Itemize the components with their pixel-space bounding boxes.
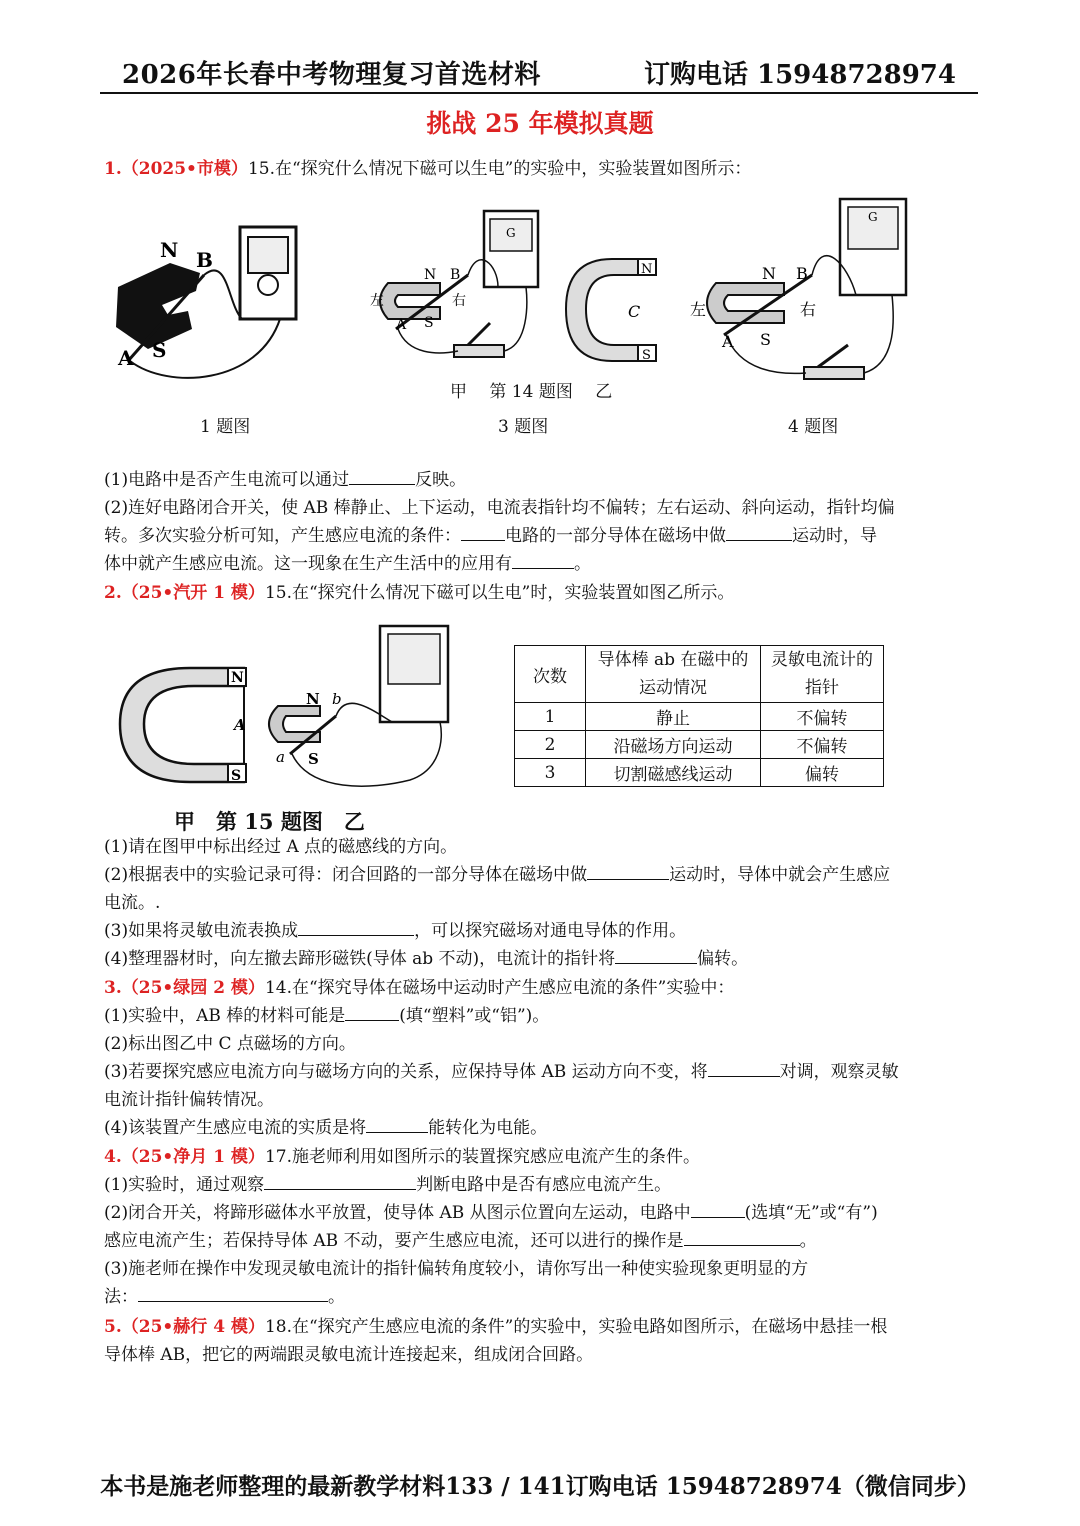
- answer-blank[interactable]: [708, 1058, 780, 1077]
- q4-p3-text: 。: [328, 1287, 345, 1307]
- fig4-label: 右: [800, 300, 817, 319]
- answer-blank[interactable]: [349, 466, 415, 485]
- fig15-label: S: [308, 750, 319, 768]
- fig3b-label: C: [628, 302, 641, 321]
- fig1-caption: 1 题图: [200, 417, 251, 437]
- q3-p4-text: 能转化为电能。: [428, 1118, 548, 1138]
- table-header-text: 导体棒 ab 在磁中的: [597, 650, 749, 670]
- q4-p2-text: 。: [799, 1231, 817, 1251]
- fig3-caption: 3 题图: [498, 417, 549, 437]
- table-cell: 3: [515, 759, 586, 787]
- q5-stem: 18.在“探究产生感应电流的条件”的实验中，实验电路如图所示，在磁场中悬挂一根: [264, 1317, 888, 1337]
- q1-p2-text: 体中就产生感应电流。这一现象在生产生活中的应用有: [104, 554, 512, 574]
- q4-stem-line: [104, 1143, 980, 1171]
- q3-part3-line2: 电流计指针偏转情况。: [104, 1090, 274, 1110]
- q2-stem-line: [104, 579, 980, 607]
- table-cell: 偏转: [761, 759, 884, 787]
- table-cell: 不偏转: [761, 703, 884, 731]
- table-cell: 不偏转: [761, 731, 884, 759]
- header-title: 2026年长春中考物理复习首选材料: [122, 60, 541, 90]
- answer-blank[interactable]: [138, 1283, 328, 1302]
- answer-blank[interactable]: [684, 1227, 800, 1246]
- table-cell: 2: [515, 731, 586, 759]
- q5-stem-line2: 导体棒 AB，把它的两端跟灵敏电流计连接起来，组成闭合回路。: [104, 1345, 594, 1365]
- q2-part2-line2: 电流。.: [104, 893, 161, 913]
- fig15-label: a: [276, 748, 285, 766]
- answer-blank[interactable]: [726, 522, 792, 541]
- fig4-label: 左: [690, 300, 707, 319]
- q3-part4: [104, 1114, 980, 1142]
- q2-p2-text: 运动时，导体中就会产生感应: [669, 865, 891, 885]
- table-cell: 切割磁感线运动: [586, 759, 761, 787]
- q3-part1: [104, 1002, 980, 1030]
- answer-blank[interactable]: [587, 861, 669, 880]
- q3-number: 3.（25•绿园 2 模）: [104, 978, 265, 998]
- q2-number: 2.（25•汽开 1 模）: [104, 583, 265, 603]
- q1-p2-text: 运动时，导: [792, 526, 877, 546]
- fig4-label: B: [796, 264, 808, 283]
- table-header-text: 运动情况: [639, 678, 707, 698]
- page-header: [100, 52, 978, 94]
- answer-blank[interactable]: [461, 522, 505, 541]
- q2-p4-text: (4)整理器材时，向左撤去蹄形磁铁(导体 ab 不动)，电流计的指针将: [104, 949, 616, 969]
- figure-3-jia: [368, 205, 558, 375]
- table-header-row: [515, 646, 884, 703]
- q3-stem-line: [104, 974, 980, 1002]
- fig4-label: G: [868, 210, 878, 224]
- fig3-label: G: [506, 226, 516, 240]
- answer-blank[interactable]: [264, 1171, 416, 1190]
- fig4-label: A: [722, 332, 734, 351]
- figure-1: [108, 215, 308, 395]
- figure-4: [688, 195, 918, 385]
- fig1-magnet: [116, 263, 200, 349]
- q4-p1-text: 判断电路中是否有感应电流产生。: [416, 1175, 672, 1195]
- fig1-label: A: [118, 346, 134, 370]
- q5-number: 5.（25•赫行 4 模）: [104, 1317, 265, 1337]
- fig15-label: N: [231, 670, 244, 686]
- table-header-text: 指针: [805, 678, 839, 698]
- fig15-label: S: [231, 768, 242, 784]
- page-footer: 本书是施老师整理的最新教学材料133 / 141订购电话 15948728974（微信同步）: [100, 1473, 980, 1500]
- fig4-label: S: [760, 330, 771, 349]
- fig14-caption: 甲 第 14 题图 乙: [450, 382, 613, 402]
- table-row: [515, 703, 884, 731]
- q1-number: 1.（2025•市模）: [104, 159, 248, 179]
- answer-blank[interactable]: [298, 917, 414, 936]
- q2-part4: [104, 945, 980, 973]
- fig3b-label: N: [641, 262, 653, 277]
- q3-p1-text: (填“塑料”或“铝”)。: [399, 1006, 550, 1026]
- fig4-switch: [804, 367, 864, 379]
- fig3-label: S: [424, 315, 434, 331]
- q2-p3-text: ，可以探究磁场对通电导体的作用。: [414, 921, 687, 941]
- table-row: [515, 759, 884, 787]
- table-header-cell: 次数: [515, 646, 586, 703]
- q5-stem-line: [104, 1313, 980, 1341]
- fig1-label: S: [152, 338, 167, 362]
- q1-part1: [104, 466, 980, 494]
- header-phone: 订购电话 15948728974: [643, 60, 956, 90]
- fig3b-label: S: [642, 348, 651, 363]
- fig15-caption: 甲 第 15 题图 乙: [174, 809, 365, 834]
- fig4-caption: 4 题图: [788, 417, 839, 437]
- table-cell: 沿磁场方向运动: [586, 731, 761, 759]
- fig15-magnet-jia: [120, 668, 244, 782]
- q4-part3-line2: [104, 1283, 980, 1311]
- table-header-text: 灵敏电流计的: [771, 650, 873, 670]
- q3-part3-line1: [104, 1058, 980, 1086]
- q2-stem: 15.在“探究什么情况下磁可以生电”时，实验装置如图乙所示。: [264, 583, 735, 603]
- q4-part2-line1: [104, 1199, 980, 1227]
- section-title: 挑战 25 年模拟真题: [426, 109, 654, 138]
- fig15-label: N: [306, 690, 320, 708]
- fig1-label: B: [196, 248, 213, 272]
- fig3-label: A: [396, 317, 407, 333]
- fig3-label: 左: [370, 293, 384, 309]
- q2-p3-text: (3)如果将灵敏电流表换成: [104, 921, 299, 941]
- q1-p1-text: (1)电路中是否产生电流可以通过: [104, 470, 350, 490]
- q1-p2-text: 电路的一部分导体在磁场中做: [505, 526, 726, 546]
- table-header-cell: [586, 646, 761, 703]
- q4-part2-line2: [104, 1227, 980, 1255]
- fig15-label: b: [332, 690, 342, 708]
- q4-p2-text: (选填“无”或“有”): [744, 1203, 878, 1223]
- q4-stem: 17.施老师利用如图所示的装置探究感应电流产生的条件。: [264, 1147, 700, 1167]
- q4-p1-text: (1)实验时，通过观察: [104, 1175, 265, 1195]
- answer-blank[interactable]: [366, 1114, 428, 1133]
- q3-p4-text: (4)该装置产生感应电流的实质是将: [104, 1118, 367, 1138]
- q3-stem: 14.在“探究导体在磁场中运动时产生感应电流的条件”实验中：: [264, 978, 735, 998]
- table-cell: 1: [515, 703, 586, 731]
- q4-p3-text: 法：: [104, 1287, 138, 1307]
- answer-blank[interactable]: [512, 550, 574, 569]
- q1-part2-line1: (2)连好电路闭合开关，使 AB 棒静止、上下运动，电流表指针均不偏转；左右运动、斜向运动，指针均偏: [104, 498, 895, 518]
- fig3-label: N: [424, 267, 437, 283]
- fig3-label: B: [450, 267, 461, 283]
- table-cell: 静止: [586, 703, 761, 731]
- fig3-switch: [454, 345, 504, 357]
- fig1-label: N: [160, 238, 179, 262]
- q2-part2-line1: [104, 861, 980, 889]
- table-header-cell: [761, 646, 884, 703]
- q2-part1: (1)请在图甲中标出经过 A 点的磁感线的方向。: [104, 837, 458, 857]
- q1-p2-text: 转。多次实验分析可知，产生感应电流的条件：: [104, 526, 461, 546]
- fig3-label: 右: [452, 293, 466, 309]
- answer-blank[interactable]: [615, 945, 697, 964]
- q1-stem-line: [104, 155, 980, 183]
- answer-blank[interactable]: [691, 1199, 745, 1218]
- table-row: [515, 731, 884, 759]
- figure-3-yi: [562, 255, 672, 370]
- fig15-label: A: [234, 716, 246, 734]
- q2-table: [514, 645, 884, 787]
- q1-part2-line2: [104, 522, 980, 550]
- q2-p2-text: (2)根据表中的实验记录可得：闭合回路的一部分导体在磁场中做: [104, 865, 588, 885]
- fig1-wire: [204, 270, 242, 319]
- q3-p1-text: (1)实验中，AB 棒的材料可能是: [104, 1006, 346, 1026]
- q1-part2-line3: [104, 550, 980, 578]
- q2-part3: [104, 917, 980, 945]
- q4-p2-text: (2)闭合开关，将蹄形磁体水平放置，使导体 AB 从图示位置向左运动，电路中: [104, 1203, 691, 1223]
- q1-p2-text: 。: [574, 554, 591, 574]
- q4-part1: [104, 1171, 980, 1199]
- q4-number: 4.（25•净月 1 模）: [104, 1147, 265, 1167]
- q1-p1-text-end: 反映。: [415, 470, 467, 490]
- q3-part2: (2)标出图乙中 C 点磁场的方向。: [104, 1034, 356, 1054]
- q3-p3-text: (3)若要探究感应电流方向与磁场方向的关系，应保持导体 AB 运动方向不变，将: [104, 1062, 708, 1082]
- q3-p3-text: 对调，观察灵敏: [779, 1062, 899, 1082]
- q4-part3-line1: (3)施老师在操作中发现灵敏电流计的指针偏转角度较小，请你写出一种使实验现象更明显的方: [104, 1259, 809, 1279]
- fig4-label: N: [762, 264, 776, 283]
- q2-p4-text: 偏转。: [697, 949, 749, 969]
- q4-p2-text: 感应电流产生；若保持导体 AB 不动，要产生感应电流，还可以进行的操作是: [104, 1231, 684, 1251]
- answer-blank[interactable]: [345, 1002, 399, 1021]
- figure-15: [110, 620, 460, 795]
- q1-stem: 15.在“探究什么情况下磁可以生电”的实验中，实验装置如图所示：: [247, 159, 752, 179]
